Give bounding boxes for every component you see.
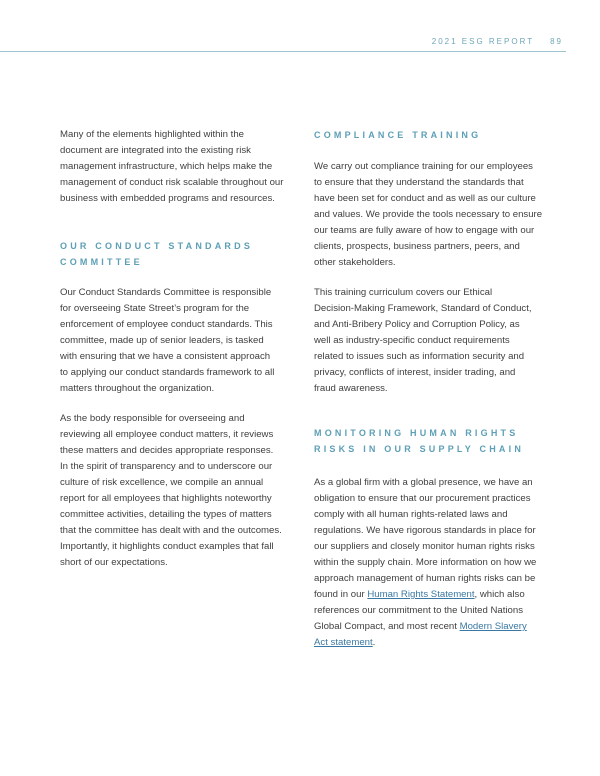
text-line: As the body responsible for overseeing and — [60, 413, 245, 424]
text-line: report for all employees that highlights noteworthy — [60, 493, 272, 504]
training-paragraph-1 — [314, 159, 564, 271]
text-line: matters throughout the organization. — [60, 383, 215, 394]
text-line: Importantly, it highlights conduct examples that fall — [60, 541, 274, 552]
text-line: privacy, conflicts of interest, insider trading, and — [314, 367, 516, 378]
text-line: that the committee has dealt with and the outcomes. — [60, 525, 282, 536]
report-title: 2021 ESG REPORT — [431, 37, 535, 46]
text-line: clients, prospects, business partners, peers, and — [314, 241, 520, 252]
text-line: This training curriculum covers our Ethical — [314, 287, 493, 298]
text-line: these matters and decides appropriate responses. — [60, 445, 274, 456]
heading-line: COMMITTEE — [60, 257, 143, 267]
text-line: our suppliers and closely monitor human rights risks — [314, 541, 535, 552]
text-line: committee, made up of senior leaders, is tasked — [60, 335, 264, 346]
text-line: As a global firm with a global presence, we have an — [314, 477, 533, 488]
text-line: within the supply chain. More information on how we — [314, 557, 537, 568]
text-line: Decision-Making Framework, Standard of Conduct, — [314, 303, 532, 314]
text-line: have been set for conduct and as well as our culture — [314, 193, 536, 204]
text-line: Many of the elements highlighted within the — [60, 129, 244, 140]
heading-line: MONITORING HUMAN RIGHTS — [314, 428, 519, 438]
text-line: and values. We provide the tools necessary to ensure — [314, 209, 543, 220]
text-line: obligation to ensure that our procurement practices — [314, 493, 531, 504]
text-line: reviewing all employee conduct matters, it reviews — [60, 429, 274, 440]
modern-slavery-act-link-cont[interactable]: Act statement — [314, 637, 373, 648]
text-line: committee activities, detailing the types of matters — [60, 509, 272, 520]
heading-line: OUR CONDUCT STANDARDS — [60, 241, 254, 251]
text-line: for overseeing State Street’s program for the — [60, 303, 250, 314]
text-line: business with embedded programs and resources. — [60, 193, 275, 204]
committee-paragraph-1 — [60, 285, 310, 397]
text-line: well as industry-specific conduct requirements — [314, 335, 510, 346]
text-line: to applying our conduct standards framework to all — [60, 367, 275, 378]
text-line: with ensuring that we have a consistent approach — [60, 351, 271, 362]
text-line: enforcement of employee conduct standards. This — [60, 319, 273, 330]
human-rights-paragraph: As a global firm with a global presence, we have an obligation to ensure that our procurement practices comply with all human rights-related laws and regulations. We have rigorous standards in place for our suppliers and closely monitor human rights risks within the supply chain. More information on how we approach management of human rights risks can be found in our Human Rights Statement, which also references our commitment to the United Nations Global Compact, and most recent Modern Slavery Act statement. — [314, 475, 564, 651]
text-line: In the spirit of transparency and to underscore our — [60, 461, 273, 472]
page-number: 89 — [550, 37, 563, 46]
text-line: to ensure that they understand the standards that — [314, 177, 524, 188]
text-line: other stakeholders. — [314, 257, 396, 268]
text-line: management infrastructure, which helps make the — [60, 161, 273, 172]
left-intro — [60, 127, 310, 207]
heading-line: RISKS IN OUR SUPPLY CHAIN — [314, 444, 525, 454]
header-rule — [0, 51, 566, 52]
text-line: Our Conduct Standards Committee is responsible — [60, 287, 272, 298]
conduct-committee-heading — [60, 238, 310, 270]
compliance-training-heading: COMPLIANCE TRAINING — [314, 130, 482, 140]
text-line: regulations. We have rigorous standards in place for — [314, 525, 536, 536]
text-line: management of conduct risk scalable throughout our — [60, 177, 284, 188]
text-line: comply with all human rights-related laws and — [314, 509, 508, 520]
text-line: short of our expectations. — [60, 557, 168, 568]
text-line: our teams are fully aware of how to engage with our — [314, 225, 535, 236]
text-line: and Anti-Bribery Policy and Corruption Policy, as — [314, 319, 520, 330]
text-line: We carry out compliance training for our employees — [314, 161, 533, 172]
text-line: related to issues such as information security and — [314, 351, 525, 362]
text-line: fraud awareness. — [314, 383, 388, 394]
running-header — [432, 37, 563, 46]
training-paragraph-2 — [314, 285, 564, 397]
text-line: approach management of human rights risks can be — [314, 573, 536, 584]
text-line: document are integrated into the existing risk — [60, 145, 251, 156]
committee-paragraph-2 — [60, 411, 310, 571]
modern-slavery-act-link[interactable]: Modern Slavery — [459, 621, 527, 632]
text-line: culture of risk excellence, we compile an annual — [60, 477, 264, 488]
human-rights-heading — [314, 425, 564, 457]
human-rights-statement-link[interactable]: Human Rights Statement — [367, 589, 475, 600]
